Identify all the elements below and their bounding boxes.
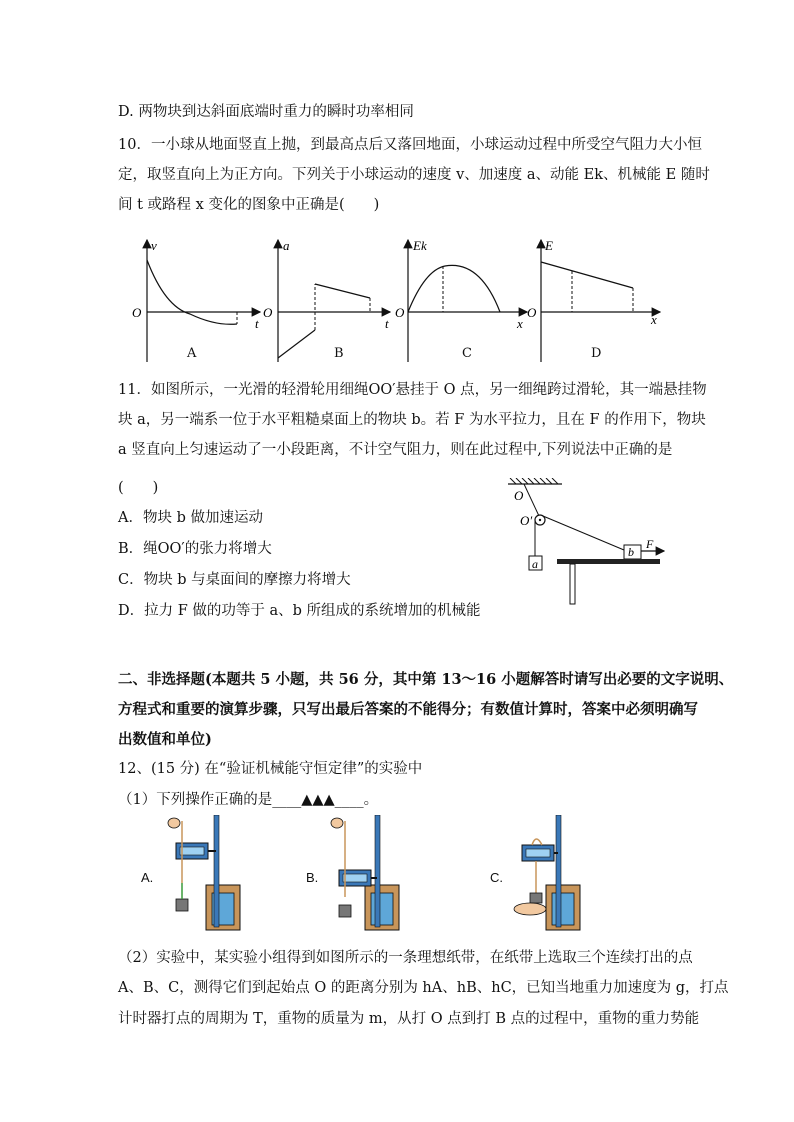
q11-option-a: A．物块 b 做加速运动 (118, 510, 263, 526)
graph-d-caption: D (591, 346, 602, 361)
weight-a (176, 899, 188, 911)
graph-c (395, 238, 527, 362)
graph-a (132, 238, 260, 362)
apparatus-b (325, 815, 415, 935)
label-o: O (514, 488, 524, 503)
pulley-center (539, 519, 541, 521)
graph-a-ylabel: v (151, 238, 157, 253)
graph-a-origin: O (132, 305, 142, 320)
choice-c-label: C. (490, 870, 503, 885)
graph-b-line-1 (278, 330, 315, 358)
timer-b-window (343, 874, 367, 882)
apparatus-c (508, 815, 598, 935)
q11-stem-line-2: 块 a，另一端系一位于水平粗糙桌面上的物块 b。若 F 为水平拉力，且在 F 的作用下，物块 (118, 412, 706, 428)
label-b: b (628, 545, 634, 559)
graph-d-xlabel: x (651, 312, 657, 327)
weight-b (339, 905, 351, 917)
choice-b-label: B. (306, 870, 319, 885)
graph-b-ylabel: a (283, 238, 290, 253)
graph-b-origin: O (263, 305, 273, 320)
graph-a-curve (147, 260, 237, 324)
stand-c (556, 815, 561, 927)
timer-a-window (180, 847, 204, 855)
graph-a-xlabel: t (255, 316, 259, 331)
q11-stem-line-3: a 竖直向上匀速运动了一小段距离，不计空气阻力，则在此过程中,下列说法中正确的是 (118, 442, 673, 458)
weight-c (530, 893, 542, 903)
label-a: a (532, 557, 538, 571)
q12-part1: （1）下列操作正确的是____▲▲▲____。 (118, 792, 379, 808)
label-f: F (646, 537, 654, 551)
graph-b (263, 238, 390, 362)
base-b-pad (371, 893, 393, 925)
graph-d (527, 238, 660, 362)
section2-line-3: 出数值和单位) (118, 731, 212, 748)
tape-c (532, 839, 542, 845)
q12-title: 12、(15 分) 在“验证机械能守恒定律”的实验中 (118, 761, 423, 777)
table-top (557, 559, 660, 564)
q10-stem-line-1: 10．一小球从地面竖直上抛，到最高点后又落回地面，小球运动过程中所受空气阻力大小恒 (118, 137, 702, 153)
graph-c-curve (408, 265, 500, 312)
graph-a-caption: A (187, 346, 197, 361)
graph-c-caption: C (462, 346, 472, 361)
section2-line-2: 方程式和重要的演算步骤，只写出最后答案的不能得分；有数值计算时，答案中必须明确写 (118, 701, 698, 718)
hand-a (168, 818, 180, 828)
graph-d-origin: O (527, 305, 537, 320)
base-c-pad (552, 893, 574, 925)
q11-answer-blank: ( ) (118, 480, 159, 496)
choice-a-label: A. (141, 870, 154, 885)
graph-d-ylabel: E (545, 238, 553, 253)
stand-a (214, 815, 219, 927)
q12-part2-line-2: A、B、C，测得它们到起始点 O 的距离分别为 hA、hB、hC，已知当地重力加速度为 g，打点 (118, 980, 729, 996)
q11-option-b: B．绳OO′的张力将增大 (118, 541, 272, 557)
label-o-prime: O′ (520, 513, 533, 528)
q10-stem-line-2: 定，取竖直向上为正方向。下列关于小球运动的速度 v、加速度 a、动能 Ek、机械能 E 随时 (118, 167, 710, 183)
graph-c-xlabel: x (517, 316, 523, 331)
rope-oo (524, 484, 539, 516)
q9-option-d: D. 两物块到达斜面底端时重力的瞬时功率相同 (118, 104, 414, 120)
graph-c-origin: O (395, 305, 405, 320)
table-leg (570, 564, 575, 604)
graph-b-caption: B (334, 346, 344, 361)
q11-option-d: D．拉力 F 做的功等于 a、b 所组成的系统增加的机械能 (118, 603, 481, 619)
timer-c-window (526, 849, 550, 857)
section2-line-1: 二、非选择题(本题共 5 小题，共 56 分，其中第 13～16 小题解答时请写出必要的文字说明、 (118, 671, 734, 688)
q11-stem-line-1: 11．如图所示，一光滑的轻滑轮用细绳OO′悬挂于 O 点，另一细绳跨过滑轮，其一端悬挂物 (118, 382, 707, 398)
ceiling-hatch (510, 478, 558, 484)
graph-d-line (541, 262, 633, 288)
q12-part2-line-3: 计时器打点的周期为 T，重物的质量为 m，从打 O 点到打 B 点的过程中，重物的重力势能 (118, 1011, 700, 1027)
q12-part2-line-1: （2）实验中，某实验小组得到如图所示的一条理想纸带，在纸带上选取三个连续打出的点 (118, 950, 693, 966)
q10-stem-line-3: 间 t 或路程 x 变化的图象中正确是( ) (118, 197, 380, 213)
q10-graphs (125, 232, 670, 367)
q11-pulley-figure (500, 478, 670, 606)
hand-c (514, 903, 546, 915)
graph-c-ylabel: Ek (413, 238, 427, 253)
apparatus-a (160, 815, 250, 935)
rope-to-b (543, 516, 624, 550)
graph-b-line-2 (315, 284, 370, 298)
graph-b-xlabel: t (385, 316, 389, 331)
stand-b (375, 815, 380, 927)
hand-b (331, 818, 343, 828)
q11-option-c: C．物块 b 与桌面间的摩擦力将增大 (118, 572, 351, 588)
